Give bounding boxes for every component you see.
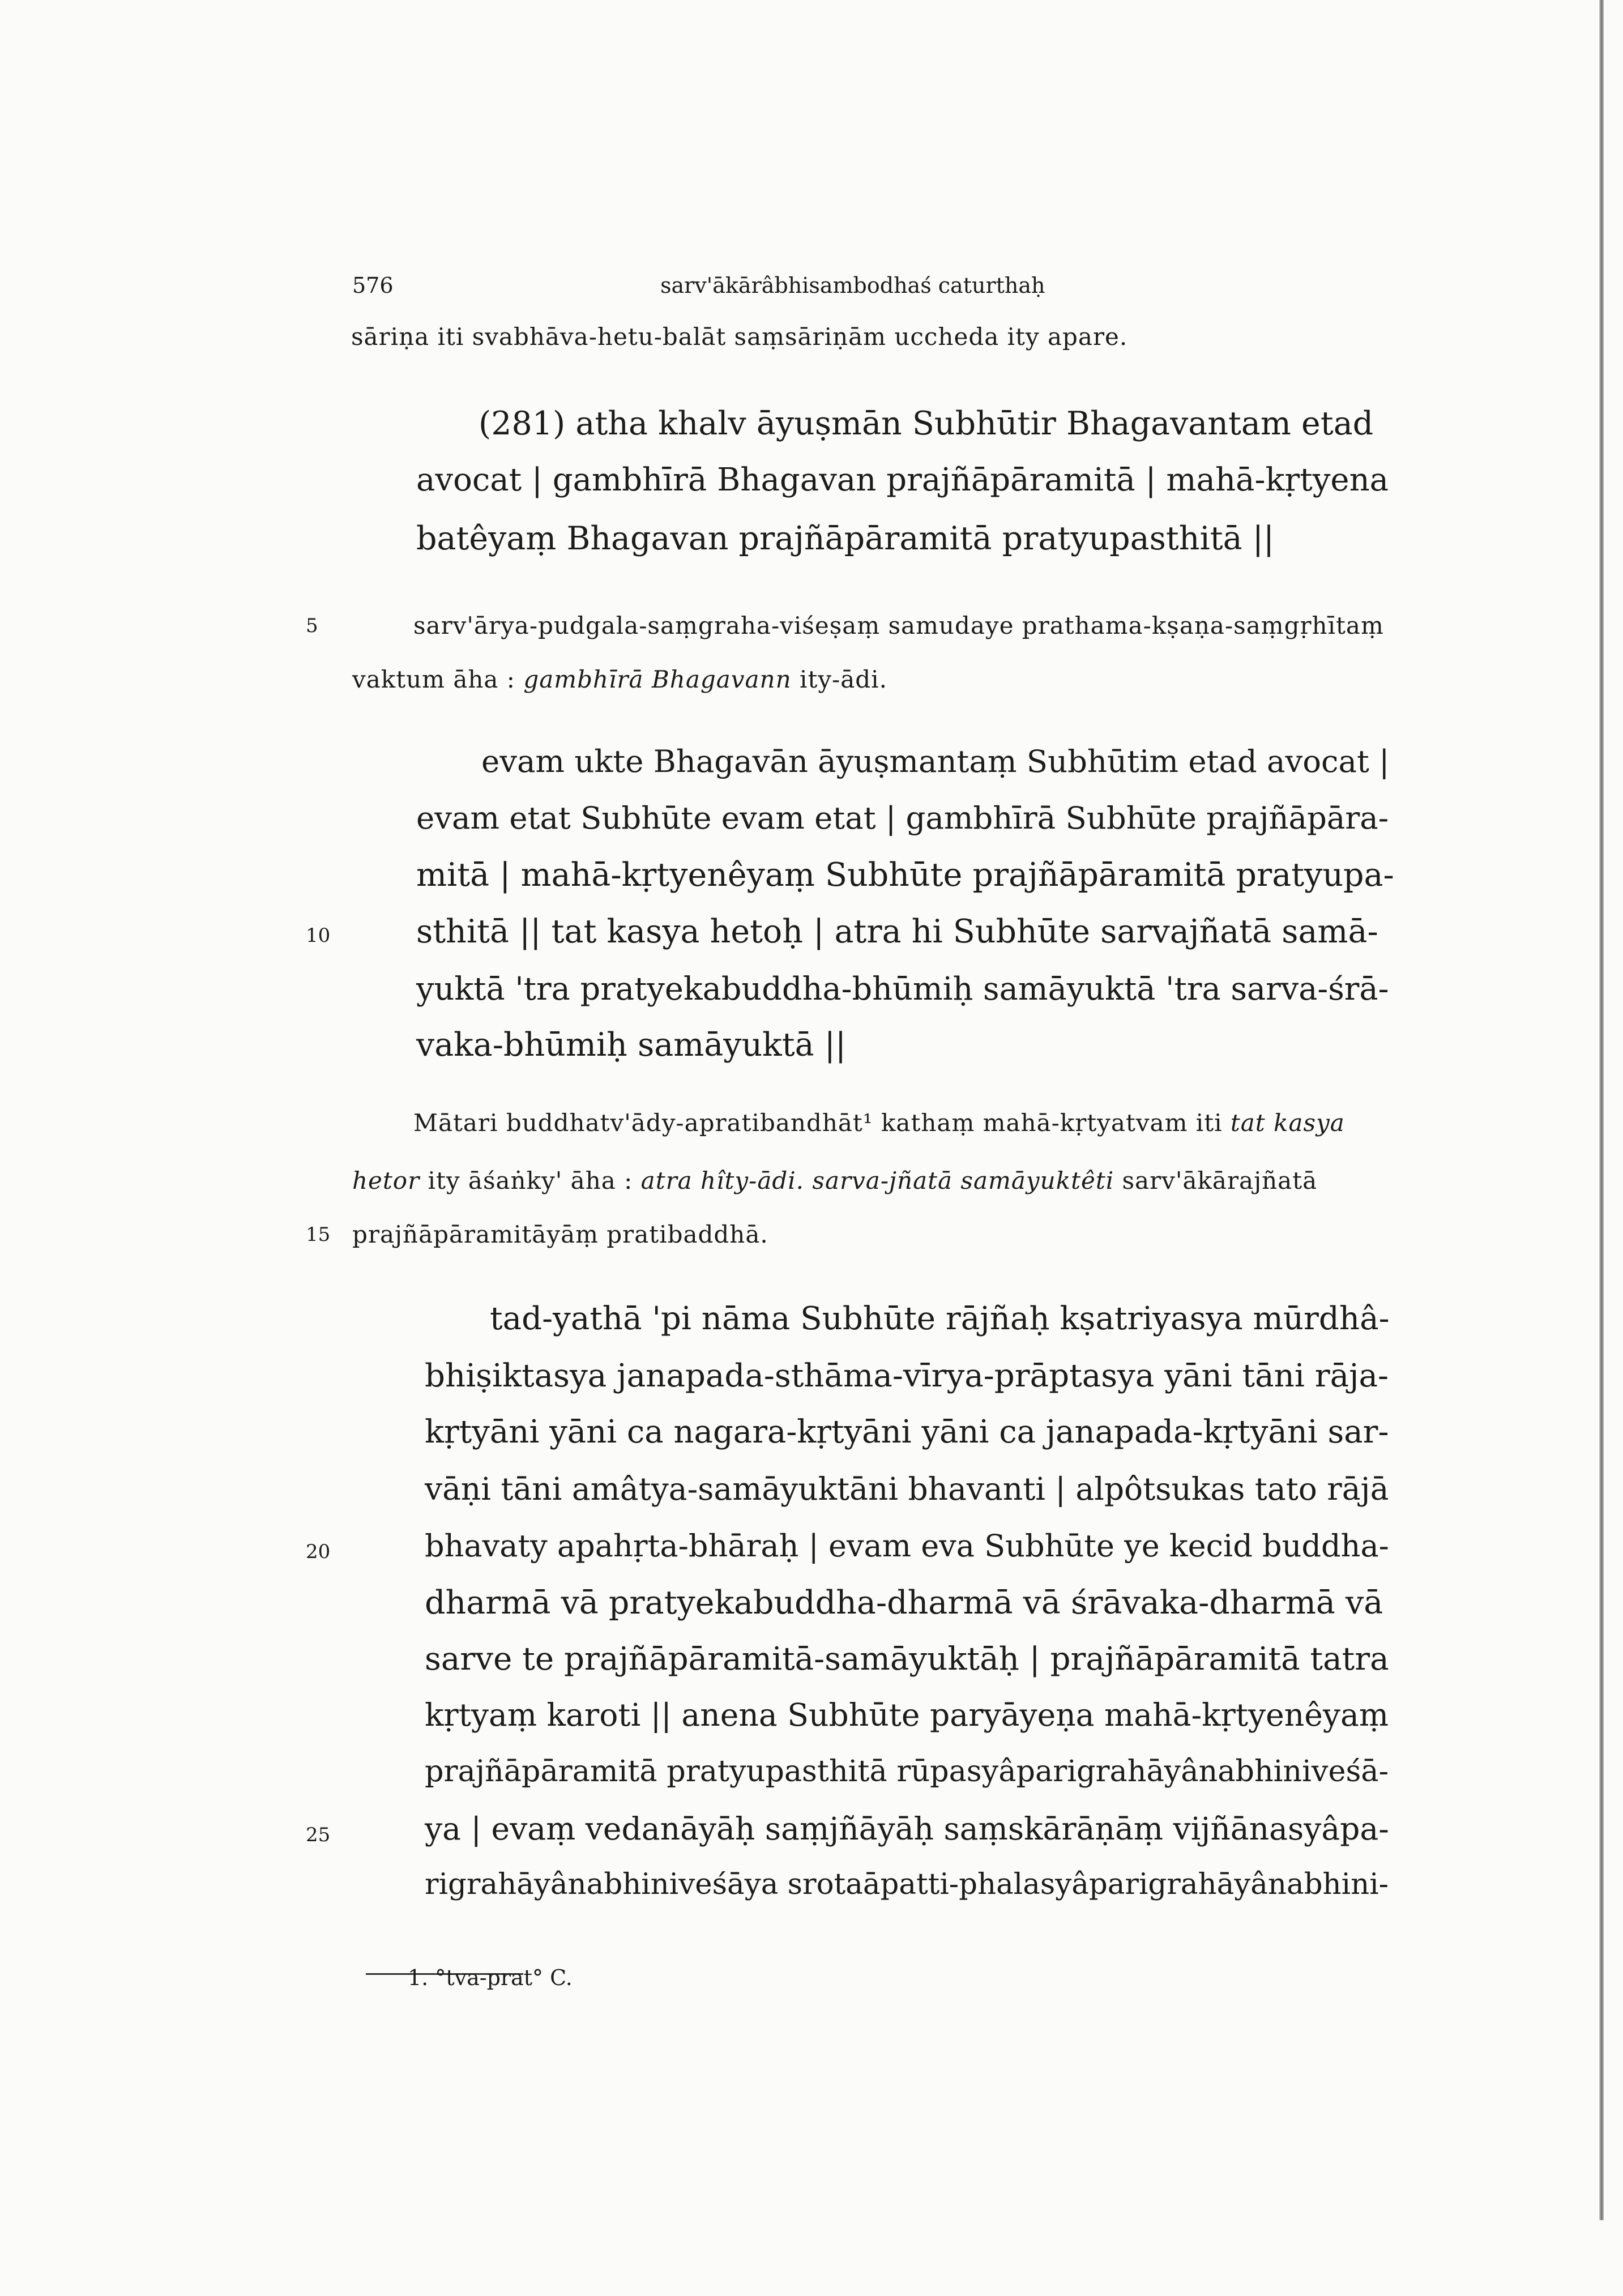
commentary-line: vaktum āha : gambhīrā Bhagavann ity-ādi. xyxy=(352,665,887,693)
text-line: sarve te prajñāpāramitā-samāyuktāḥ | prajñāpāramitā tatra xyxy=(425,1641,1389,1678)
text-line: (281) atha khalv āyuṣmān Subhūtir Bhagavantam etad xyxy=(479,405,1374,442)
text-line: tad-yathā 'pi nāma Subhūte rājñaḥ kṣatriyasya mūrdhâ- xyxy=(490,1300,1390,1337)
commentary-line: prajñāpāramitāyāṃ pratibaddhā. xyxy=(352,1220,768,1248)
footnote: 1. °tva-prat° C. xyxy=(408,1965,573,1990)
text-line: rigrahāyânabhiniveśāya srotaāpatti-phalasyâparigrahāyânabhini- xyxy=(425,1867,1389,1901)
commentary-line: hetor ity āśaṅky' āha : atra hîty-ādi. sarva-jñatā samāyuktêti sarv'ākārajñatā xyxy=(352,1167,1318,1194)
text-line: dharmā vā pratyekabuddha-dharmā vā śrāvaka-dharmā vā xyxy=(425,1584,1383,1621)
line-number: 15 xyxy=(306,1223,331,1246)
text-line: batêyaṃ Bhagavan prajñāpāramitā pratyupasthitā || xyxy=(416,520,1275,557)
text-line: vaka-bhūmiḥ samāyuktā || xyxy=(416,1026,847,1064)
line-number: 20 xyxy=(306,1540,331,1563)
text-line: ya | evaṃ vedanāyāḥ saṃjñāyāḥ saṃskārāṇāṃ vijñānasyâpa- xyxy=(425,1811,1389,1847)
page-number: 576 xyxy=(352,273,394,298)
line-number: 10 xyxy=(306,924,331,947)
commentary-line: Mātari buddhatv'ādy-apratibandhāt¹ kathaṃ mahā-kṛtyatvam iti tat kasya xyxy=(413,1109,1345,1137)
line-number: 5 xyxy=(306,614,318,637)
running-title: sarv'ākārâbhisambodhaś caturthaḥ xyxy=(660,273,1045,298)
text-line: sthitā || tat kasya hetoḥ | atra hi Subhūte sarvajñatā samā- xyxy=(416,913,1378,950)
text-line: evam etat Subhūte evam etat | gambhīrā Subhūte prajñāpāra- xyxy=(416,800,1389,836)
text-line: prajñāpāramitā pratyupasthitā rūpasyâparigrahāyânabhiniveśā- xyxy=(425,1754,1389,1789)
line-number: 25 xyxy=(306,1824,331,1846)
commentary-line: sarv'ārya-pudgala-saṃgraha-viśeṣaṃ samudaye prathama-kṣaṇa-saṃgṛhītaṃ xyxy=(413,612,1384,639)
text-line: vāṇi tāni amâtya-samāyuktāni bhavanti | alpôtsukas tato rājā xyxy=(425,1471,1389,1507)
text-line: kṛtyāni yāni ca nagara-kṛtyāni yāni ca janapada-kṛtyāni sar- xyxy=(425,1414,1389,1450)
text-line: yuktā 'tra pratyekabuddha-bhūmiḥ samāyuktā 'tra sarva-śrā- xyxy=(416,971,1389,1008)
text-line: avocat | gambhīrā Bhagavan prajñāpāramitā | mahā-kṛtyena xyxy=(416,462,1389,498)
text-line: bhavaty apahṛta-bhāraḥ | evam eva Subhūte ye kecid buddha- xyxy=(425,1528,1389,1564)
text-line: bhiṣiktasya janapada-sthāma-vīrya-prāptasya yāni tāni rāja- xyxy=(425,1358,1389,1394)
text-line: mitā | mahā-kṛtyenêyaṃ Subhūte prajñāpāramitā pratyupa- xyxy=(416,856,1394,894)
commentary-line: sāriṇa iti svabhāva-hetu-balāt saṃsāriṇām uccheda ity apare. xyxy=(351,323,1128,351)
book-spine-edge xyxy=(1599,0,1604,2220)
text-line: evam ukte Bhagavān āyuṣmantaṃ Subhūtim etad avocat | xyxy=(481,743,1390,779)
text-line: kṛtyaṃ karoti || anena Subhūte paryāyeṇa mahā-kṛtyenêyaṃ xyxy=(425,1697,1389,1733)
